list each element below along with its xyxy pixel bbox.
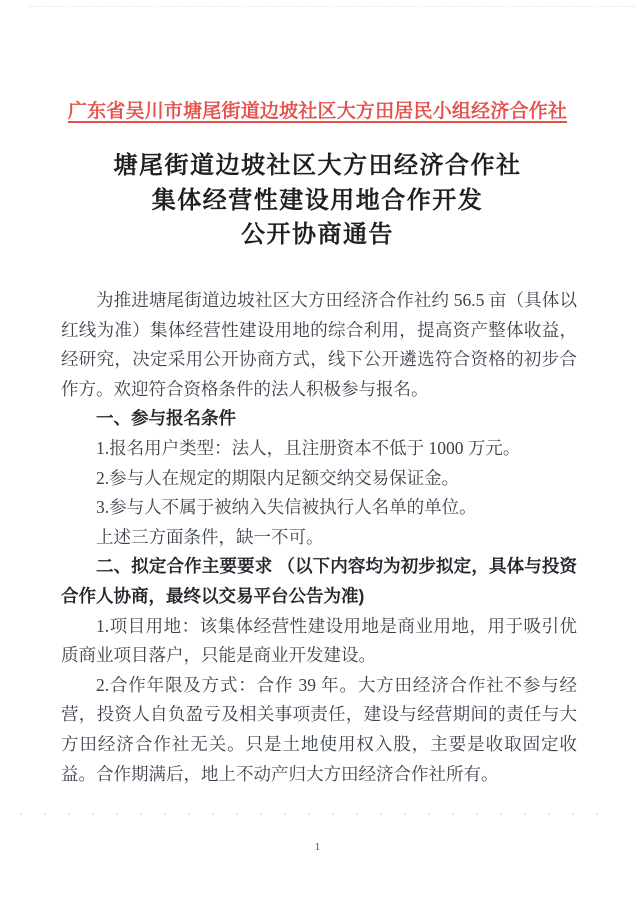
title-line-3: 公开协商通告 [241, 221, 394, 248]
intro-paragraph: 为推进塘尾街道边坡社区大方田经济合作社约 56.5 亩（具体以红线为准）集体经营性建设用地的综合利用，提高资产整体收益，经研究，决定采用公开协商方式，线下公开遴选符合资格的初步合作方。欢迎符合资格条件的法人积极参与报名。 [61, 290, 577, 399]
title-line-2: 集体经营性建设用地合作开发 [151, 186, 484, 214]
section-1-item-2: 2.参与人在规定的期限内足额交纳交易保证金。 [96, 467, 460, 488]
organization-header-text: 广东省吴川市塘尾街道边坡社区大方田居民小组经济合作社 [67, 101, 568, 122]
organization-header [0, 96, 635, 123]
section-2-item-1: 1.项目用地：该集体经营性建设用地是商业用地，用于吸引优质商业项目落户，只能是商业开发建设。 [61, 615, 577, 666]
section-1-item-3: 3.参与人不属于被纳入失信被执行人名单的单位。 [96, 497, 477, 518]
title-line-1: 塘尾街道边坡社区大方田经济合作社 [113, 152, 522, 179]
document-title [0, 149, 635, 253]
section-2-heading: 二、拟定合作主要要求 （以下内容均为初步拟定，具体与投资合作人协商，最终以交易平台公告为准) [61, 556, 577, 606]
scan-artifact-top-line [28, 6, 635, 7]
section-1-item-1: 1.报名用户类型：法人，且注册资本不低于 1000 万元。 [96, 437, 521, 458]
section-1-note: 上述三方面条件，缺一不可。 [96, 526, 324, 547]
scan-artifact-dotted-line [20, 813, 615, 815]
page-number: 1 [314, 841, 321, 853]
section-1-heading: 一、参与报名条件 [96, 408, 236, 429]
section-2-item-2: 2.合作年限及方式：合作 39 年。大方田经济合作社不参与经营，投资人自负盈亏及相关事项责任，建设与经营期间的责任与大方田经济合作社无关。只是土地使用权入股，主要是收取固定收益。合作期满后，地上不动产归大方田经济合作社所有。 [61, 674, 577, 784]
document-body [61, 286, 577, 789]
